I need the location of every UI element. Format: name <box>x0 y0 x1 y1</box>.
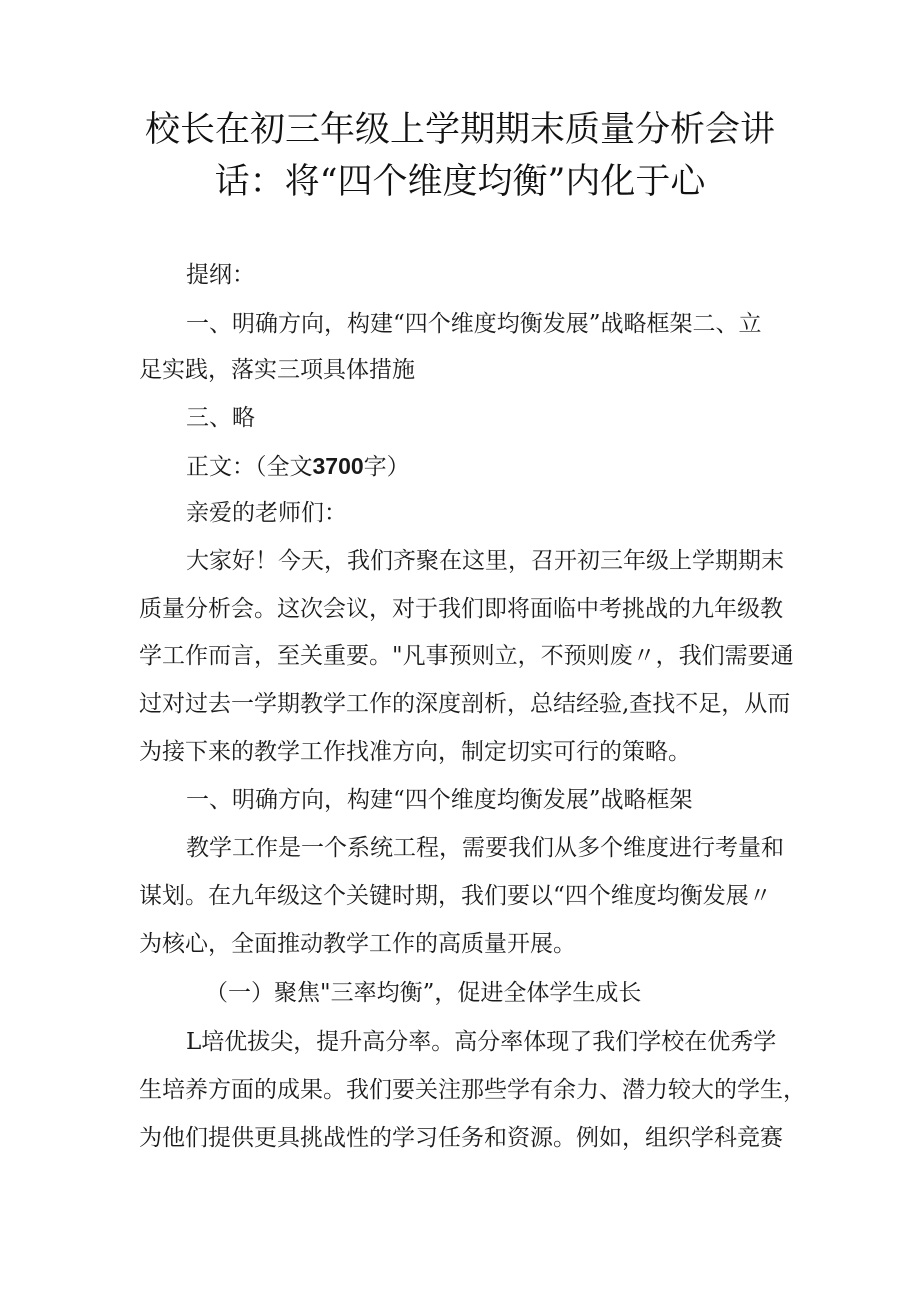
paragraph-3-line-1: L培优拔尖，提升高分率。高分率体现了我们学校在优秀学 <box>186 1029 777 1055</box>
outline-item-3: 三、略 <box>186 405 255 431</box>
paragraph-1-line-4: 过对过去一学期教学工作的深度剖析，总结经验,查找不足，从而 <box>139 691 791 717</box>
greeting: 亲爱的老师们： <box>186 500 347 526</box>
paragraph-3-line-3: 为他们提供更具挑战性的学习任务和资源。例如，组织学科竞赛 <box>139 1125 783 1151</box>
outline-item-1-line-2: 足实践，落实三项具体措施 <box>139 357 415 383</box>
paragraph-3-line-2: 生培养方面的成果。我们要关注那些学有余力、潜力较大的学生， <box>139 1077 806 1103</box>
paragraph-1-line-2: 质量分析会。这次会议，对于我们即将面临中考挑战的九年级教 <box>139 596 783 622</box>
word-count-prefix: 正文：（全文 <box>186 454 313 480</box>
section-heading-1: 一、明确方向，构建“四个维度均衡发展”战略框架 <box>186 787 693 813</box>
paragraph-2-line-3: 为核心，全面推动教学工作的高质量开展。 <box>139 931 576 957</box>
paragraph-1-line-5: 为接下来的教学工作找准方向，制定切实可行的策略。 <box>139 739 691 765</box>
document-title-line-1: 校长在初三年级上学期期末质量分析会讲 <box>144 110 775 150</box>
paragraph-1-line-1: 大家好！今天，我们齐聚在这里，召开初三年级上学期期末 <box>186 548 784 574</box>
paragraph-2-line-2: 谋划。在九年级这个关键时期，我们要以“四个维度均衡发展〃 <box>139 883 772 909</box>
outline-label: 提纲： <box>186 262 255 288</box>
word-count-suffix: 字） <box>363 454 410 480</box>
document-title-line-2: 话：将“四个维度均衡”内化于心 <box>214 162 706 202</box>
word-count-line <box>186 450 410 483</box>
paragraph-2-line-1: 教学工作是一个系统工程，需要我们从多个维度进行考量和 <box>186 835 784 861</box>
word-count-number: 3700 <box>312 453 364 479</box>
outline-item-1-line-1: 一、明确方向，构建“四个维度均衡发展”战略框架二、立 <box>186 311 762 337</box>
paragraph-1-line-3: 学工作而言，至关重要。"凡事预则立，不预则废〃，我们需要通 <box>139 643 794 669</box>
subheading-1: （一）聚焦"三率均衡”，促进全体学生成长 <box>205 980 642 1006</box>
